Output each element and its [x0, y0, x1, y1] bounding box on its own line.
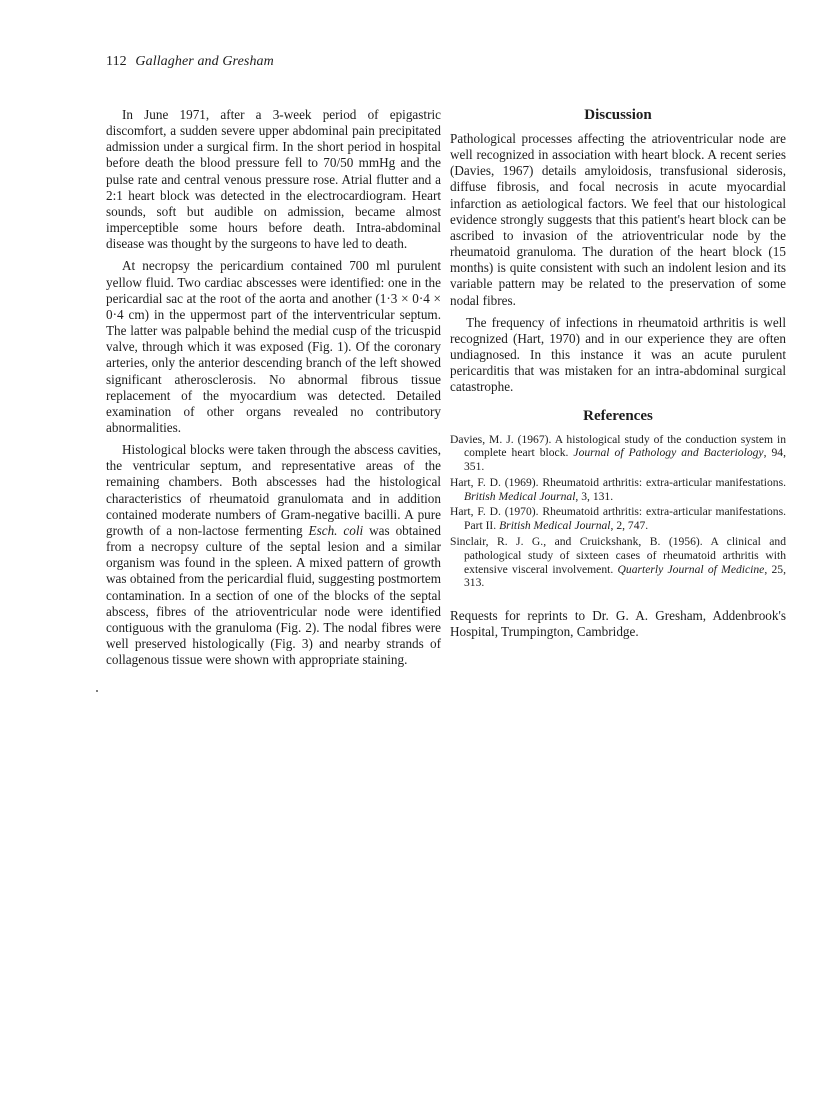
histology-text-start: Histological blocks were taken through the abscess cavities, the ventricular septum, and representative areas of the remaining chambers. Both abscesses had the histological characteristics of rheumatoid granulomata and in addition contained moderate numbers of Gram-negative bacilli. A pure growth of a non-lactose fermenting: [106, 442, 441, 538]
page-number: 112: [106, 54, 127, 69]
reference-citation: Hart, F. D. (1969). Rheumatoid arthritis: extra-articular manifestations.: [450, 475, 786, 489]
running-header: [106, 54, 274, 70]
discussion-paragraph: Pathological processes affecting the atrioventricular node are well recognized in association with heart block. A recent series (Davies, 1967) details amyloidosis, transfusional siderosis, diffuse fibrosis, and focal necrosis in acute myocardial infarction as aetiological factors. We feel that our histological evidence strongly suggests that this patient's heart block can be ascribed to invasion of the atrioventricular node by the rheumatoid granuloma. The duration of the heart block (15 months) is quite consistent with such an indolent lesion and its variable pattern may be related to the preservation of some nodal fibres.: [450, 131, 786, 308]
reference-citation: Hart, F. D. (1970). Rheumatoid arthritis: extra-articular manifestations. Part II.: [450, 505, 786, 533]
histology-paragraph: [106, 442, 441, 668]
reference-entry: [450, 433, 786, 474]
organism-name: Esch. coli: [308, 522, 364, 538]
reference-entry: [450, 535, 786, 590]
reference-citation: Davies, M. J. (1967). A histological study of the conduction system in complete heart block.: [450, 432, 786, 460]
reference-volume: , 25, 313.: [464, 562, 786, 590]
reference-entry: [450, 505, 786, 533]
discussion-paragraph: The frequency of infections in rheumatoid arthritis is well recognized (Hart, 1970) and in our experience they are often undiagnosed. In this instance it was an acute purulent pericarditis that was mistaken for an intra-abdominal surgical catastrophe.: [450, 314, 786, 395]
reference-citation: Sinclair, R. J. G., and Cruickshank, B. (1956). A clinical and pathological study of sixteen cases of rheumatoid arthritis with extensive visceral involvement.: [450, 535, 786, 576]
running-authors: Gallagher and Gresham: [135, 54, 274, 69]
references-heading: References: [583, 407, 653, 424]
reference-journal: British Medical Journal: [464, 489, 576, 503]
reference-volume: , 94, 351.: [464, 446, 787, 474]
scan-speck: [96, 690, 98, 692]
reference-journal: Quarterly Journal of Medicine: [617, 562, 765, 576]
reference-journal: Journal of Pathology and Bacteriology: [573, 446, 764, 460]
reference-entry: [450, 476, 786, 504]
case-history-paragraph: In June 1971, after a 3-week period of epigastric discomfort, a sudden severe upper abdominal pain precipitated admission under a surgical firm. In the short period in hospital before death the blood pressure fell to 70/50 mmHg and the pulse rate and central venous pressure rose. Atrial flutter and a 2:1 heart block was detected in the electrocardiogram. Heart sounds, soft but audible on admission, became almost imperceptible some hours before death. Intra-abdominal disease was thought by the surgeons to have led to death.: [106, 107, 441, 252]
necropsy-paragraph: At necropsy the pericardium contained 700 ml purulent yellow fluid. Two cardiac abscesses were identified: one in the pericardial sac at the root of the aorta and another (1·3 × 0·4 × 0·4 cm) in the uppermost part of the interventricular septum. The latter was palpable behind the medial cusp of the tricuspid valve, through which it was exposed (Fig. 1). Of the coronary arteries, only the anterior descending branch of the left showed significant atherosclerosis. No abnormal fibrous tissue replacement of the myocardium was detected. Detailed examination of other organs revealed no contributory abnormalities.: [106, 258, 441, 435]
reference-volume: , 2, 747.: [610, 519, 649, 533]
discussion-heading: Discussion: [584, 107, 652, 123]
histology-text-end: was obtained from a necropsy culture of the septal lesion and a similar organism was found in the spleen. A mixed pattern of growth was obtained from the pericardial fluid, suggesting postmortem contamination. In a section of one of the blocks of the septal abscess, fibres of the atrioventricular node were identified contiguous with the granuloma (Fig. 2). The nodal fibres were well preserved histologically (Fig. 3) and nearby strands of collagenous tissue were shown with appropriate staining.: [106, 522, 442, 668]
reprint-request: Requests for reprints to Dr. G. A. Gresham, Addenbrook's Hospital, Trumpington, Cambridge.: [450, 608, 786, 640]
right-column: [450, 107, 786, 654]
left-column: [106, 107, 441, 674]
reference-journal: British Medical Journal: [499, 519, 611, 533]
reference-volume: , 3, 131.: [575, 489, 614, 503]
